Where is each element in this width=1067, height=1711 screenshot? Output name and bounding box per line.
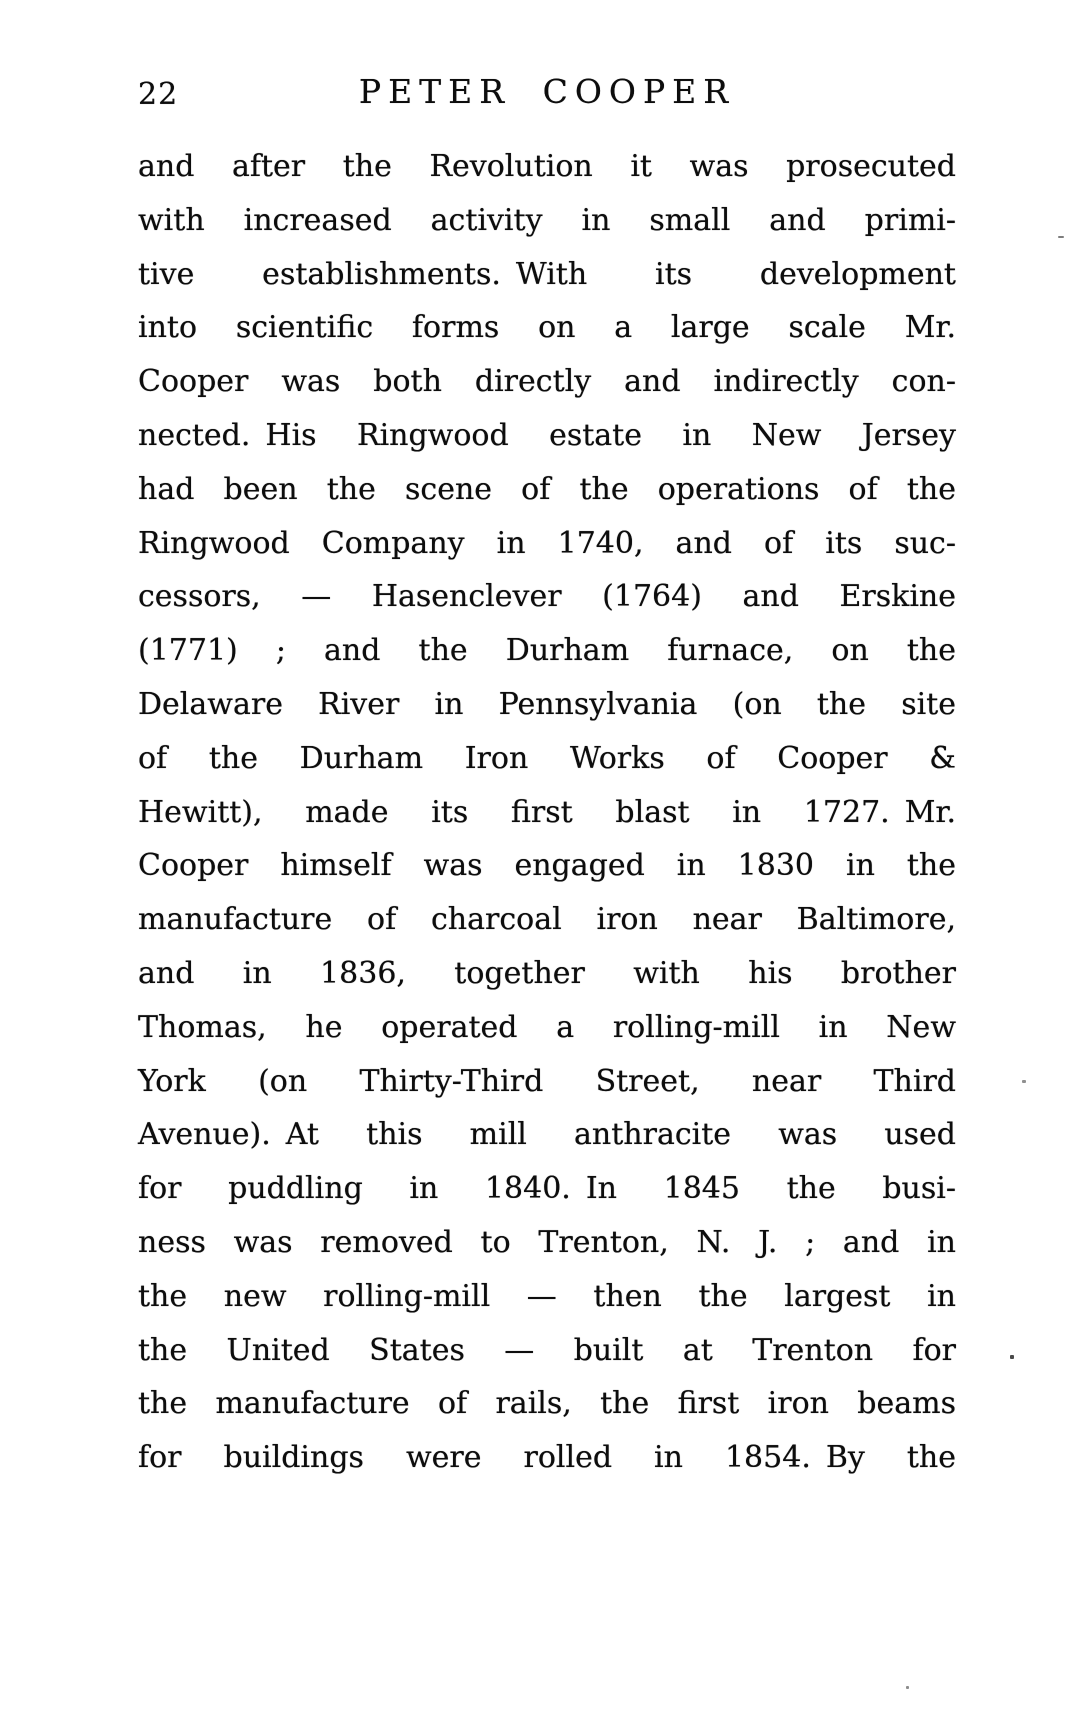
text-line: Cooper was both directly and indirectly con- — [138, 364, 956, 400]
scan-speck — [1022, 1080, 1026, 1083]
body-text-block — [138, 140, 956, 1485]
text-line: for buildings were rolled in 1854. By the — [138, 1440, 956, 1476]
text-line: the new rolling-mill — then the largest in — [138, 1278, 956, 1314]
text-line: nected. His Ringwood estate in New Jersey — [138, 417, 956, 453]
text-line: York (on Thirty-Third Street, near Third — [138, 1063, 956, 1099]
page-number: 22 — [138, 77, 179, 112]
text-line: ness was removed to Trenton, N. J. ; and in — [138, 1224, 956, 1260]
text-line: for puddling in 1840. In 1845 the busi- — [138, 1171, 956, 1207]
text-line: (1771) ; and the Durham furnace, on the — [138, 633, 956, 669]
text-line: Delaware River in Pennsylvania (on the site — [138, 686, 956, 722]
text-line: cessors, — Hasenclever (1764) and Erskine — [138, 579, 956, 615]
text-line: and in 1836, together with his brother — [138, 955, 956, 991]
running-header — [138, 70, 956, 114]
scan-speck — [1010, 1355, 1014, 1359]
text-line: and after the Revolution it was prosecuted — [138, 149, 956, 184]
text-line: Hewitt), made its first blast in 1727. Mr. — [138, 794, 956, 830]
text-line: had been the scene of the operations of the — [138, 471, 956, 507]
text-line: manufacture of charcoal iron near Baltimore, — [138, 902, 956, 938]
text-line: the manufacture of rails, the first iron beams — [138, 1386, 956, 1422]
text-line: tive establishments. With its development — [138, 256, 956, 292]
running-title: PETER COOPER — [358, 72, 736, 111]
text-line: Avenue). At this mill anthracite was used — [138, 1117, 956, 1153]
text-line: of the Durham Iron Works of Cooper & — [138, 740, 956, 776]
scan-speck — [906, 1686, 909, 1689]
text-line: the United States — built at Trenton for — [138, 1332, 956, 1368]
text-line: Thomas, he operated a rolling-mill in New — [138, 1009, 956, 1045]
text-line: with increased activity in small and primi- — [138, 202, 956, 238]
text-line: Cooper himself was engaged in 1830 in the — [138, 848, 956, 884]
text-line: Ringwood Company in 1740, and of its suc- — [138, 525, 956, 561]
text-line: into scientific forms on a large scale Mr. — [138, 310, 956, 346]
scan-speck — [1058, 236, 1064, 238]
